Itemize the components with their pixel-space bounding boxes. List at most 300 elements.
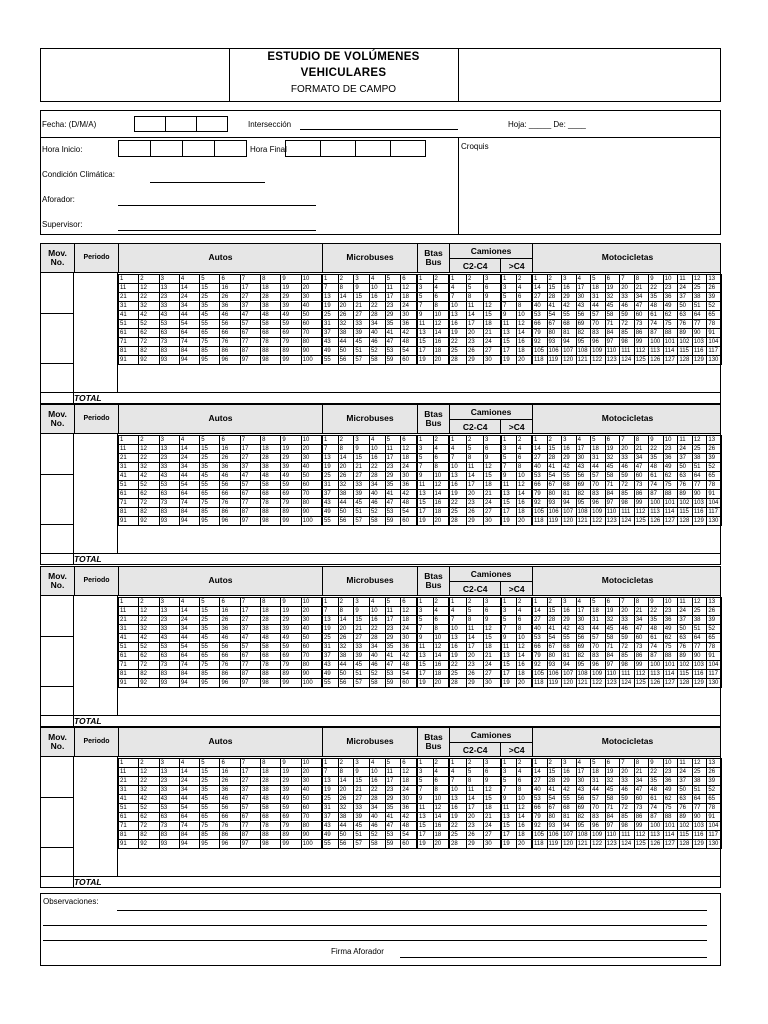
- tally-cell[interactable]: 115: [678, 831, 693, 840]
- tally-cell[interactable]: 76: [678, 804, 693, 813]
- tally-cell[interactable]: 27: [484, 347, 501, 356]
- tally-cell[interactable]: 45: [354, 822, 370, 831]
- tally-cell[interactable]: 47: [385, 338, 401, 347]
- tally-cell[interactable]: 9: [649, 436, 664, 445]
- tally-cell[interactable]: 7: [502, 463, 517, 472]
- tally-cell[interactable]: 54: [401, 670, 417, 679]
- tally-cell[interactable]: 6: [220, 598, 240, 607]
- tally-cell[interactable]: 102: [678, 338, 693, 347]
- tally-cell[interactable]: 57: [591, 472, 606, 481]
- tally-cell[interactable]: 9: [502, 795, 517, 804]
- tally-cell[interactable]: 118: [533, 517, 548, 526]
- croquis-area[interactable]: [459, 138, 720, 234]
- tally-cell[interactable]: 80: [547, 652, 562, 661]
- tally-cell[interactable]: 17: [576, 284, 591, 293]
- tally-cell[interactable]: 97: [240, 356, 260, 365]
- tally-cell[interactable]: 54: [179, 643, 199, 652]
- tally-cell[interactable]: 1: [418, 759, 434, 768]
- tally-cell[interactable]: 112: [634, 347, 649, 356]
- tally-cell[interactable]: 8: [433, 625, 449, 634]
- tally-cell[interactable]: 41: [547, 302, 562, 311]
- tally-cell[interactable]: 90: [301, 670, 321, 679]
- tally-cell[interactable]: 27: [354, 472, 370, 481]
- tally-cell[interactable]: 70: [591, 481, 606, 490]
- tally-cell[interactable]: 10: [433, 634, 449, 643]
- tally-cell[interactable]: 16: [369, 777, 385, 786]
- tally-cell[interactable]: 24: [401, 302, 417, 311]
- tally-cell[interactable]: 18: [401, 454, 417, 463]
- tally-cell[interactable]: 50: [678, 463, 693, 472]
- tally-cell[interactable]: 11: [678, 598, 693, 607]
- tally-cell[interactable]: 67: [547, 481, 562, 490]
- tally-cell[interactable]: 50: [301, 795, 321, 804]
- tally-cell[interactable]: 15: [200, 445, 220, 454]
- tally-cell[interactable]: 37: [678, 616, 693, 625]
- tally-cell[interactable]: 18: [433, 670, 449, 679]
- tally-cell[interactable]: 11: [678, 759, 693, 768]
- tally-cell[interactable]: 22: [450, 499, 467, 508]
- tally-cell[interactable]: 58: [605, 795, 620, 804]
- tally-cell[interactable]: 2: [517, 759, 532, 768]
- tally-cell[interactable]: 11: [467, 302, 484, 311]
- tally-cell[interactable]: 102: [678, 661, 693, 670]
- tally-cell[interactable]: 55: [323, 840, 339, 849]
- tally-cell[interactable]: 64: [179, 652, 199, 661]
- tally-cell[interactable]: 104: [707, 499, 722, 508]
- tally-cell[interactable]: 56: [220, 320, 240, 329]
- tally-cell[interactable]: 94: [562, 661, 577, 670]
- tally-cell[interactable]: 116: [692, 670, 707, 679]
- tally-cell[interactable]: 56: [338, 679, 354, 688]
- tally-cell[interactable]: 18: [401, 616, 417, 625]
- tally-cell[interactable]: 18: [484, 320, 501, 329]
- tally-cell[interactable]: 85: [200, 670, 220, 679]
- tally-cell[interactable]: 19: [605, 445, 620, 454]
- tally-cell[interactable]: 102: [678, 822, 693, 831]
- tally-cell[interactable]: 120: [562, 679, 577, 688]
- tally-cell[interactable]: 53: [533, 311, 548, 320]
- tally-cell[interactable]: 2: [467, 759, 484, 768]
- tally-cell[interactable]: 16: [433, 661, 449, 670]
- tally-cell[interactable]: 1: [502, 759, 517, 768]
- tally-cell[interactable]: 13: [159, 284, 179, 293]
- tally-cell[interactable]: 19: [605, 607, 620, 616]
- tally-cell[interactable]: 34: [369, 804, 385, 813]
- tally-cell[interactable]: 41: [119, 472, 139, 481]
- tally-cell[interactable]: 68: [562, 804, 577, 813]
- tally-cell[interactable]: 7: [450, 293, 467, 302]
- tally-cell[interactable]: 39: [707, 777, 722, 786]
- tally-cell[interactable]: 59: [385, 356, 401, 365]
- tally-cell[interactable]: 6: [605, 436, 620, 445]
- tally-cell[interactable]: 64: [692, 795, 707, 804]
- tally-cell[interactable]: 29: [281, 777, 301, 786]
- tally-cell[interactable]: 54: [401, 831, 417, 840]
- tally-cell[interactable]: 19: [281, 284, 301, 293]
- tally-cell[interactable]: 8: [467, 777, 484, 786]
- tally-grid-autos[interactable]: [118, 274, 322, 365]
- tally-cell[interactable]: 13: [418, 329, 434, 338]
- tally-cell[interactable]: 8: [517, 302, 532, 311]
- tally-cell[interactable]: 51: [119, 481, 139, 490]
- tally-cell[interactable]: 85: [620, 813, 635, 822]
- tally-cell[interactable]: 4: [576, 759, 591, 768]
- tally-cell[interactable]: 11: [678, 436, 693, 445]
- tally-cell[interactable]: 16: [450, 643, 467, 652]
- tally-cell[interactable]: 5: [502, 777, 517, 786]
- tally-cell[interactable]: 18: [591, 445, 606, 454]
- tally-cell[interactable]: 89: [281, 831, 301, 840]
- tally-cell[interactable]: 33: [159, 625, 179, 634]
- tally-cell[interactable]: 34: [179, 625, 199, 634]
- tally-cell[interactable]: 18: [401, 777, 417, 786]
- tally-cell[interactable]: 5: [200, 436, 220, 445]
- tally-cell[interactable]: 83: [159, 670, 179, 679]
- tally-cell[interactable]: 38: [338, 652, 354, 661]
- tally-cell[interactable]: 26: [707, 768, 722, 777]
- tally-cell[interactable]: 24: [401, 625, 417, 634]
- tally-cell[interactable]: 21: [484, 490, 501, 499]
- tally-cell[interactable]: 10: [517, 472, 532, 481]
- tally-cell[interactable]: 96: [220, 356, 240, 365]
- tally-cell[interactable]: 87: [240, 831, 260, 840]
- tally-cell[interactable]: 106: [547, 670, 562, 679]
- tally-cell[interactable]: 10: [517, 795, 532, 804]
- tally-grid-motos[interactable]: [532, 597, 722, 688]
- tally-cell[interactable]: 34: [369, 643, 385, 652]
- tally-cell[interactable]: 72: [139, 499, 159, 508]
- tally-cell[interactable]: 8: [634, 598, 649, 607]
- tally-cell[interactable]: 39: [707, 293, 722, 302]
- tally-cell[interactable]: 17: [576, 768, 591, 777]
- tally-cell[interactable]: 73: [159, 499, 179, 508]
- tally-cell[interactable]: 92: [139, 517, 159, 526]
- tally-cell[interactable]: 72: [620, 320, 635, 329]
- tally-cell[interactable]: 34: [179, 786, 199, 795]
- tally-cell[interactable]: 30: [401, 634, 417, 643]
- tally-cell[interactable]: 2: [139, 598, 159, 607]
- tally-cell[interactable]: 25: [450, 831, 467, 840]
- tally-cell[interactable]: 20: [467, 652, 484, 661]
- tally-cell[interactable]: 26: [707, 284, 722, 293]
- tally-cell[interactable]: 30: [484, 356, 501, 365]
- tally-cell[interactable]: 10: [369, 284, 385, 293]
- tally-cell[interactable]: 37: [240, 302, 260, 311]
- tally-cell[interactable]: 17: [385, 454, 401, 463]
- tally-cell[interactable]: 87: [240, 508, 260, 517]
- tally-cell[interactable]: 7: [620, 598, 635, 607]
- tally-grid-c2c4[interactable]: [449, 274, 501, 365]
- tally-grid-gtc4[interactable]: [501, 435, 532, 526]
- tally-grid-btas[interactable]: [417, 597, 449, 688]
- tally-cell[interactable]: 44: [591, 463, 606, 472]
- tally-cell[interactable]: 120: [562, 840, 577, 849]
- tally-cell[interactable]: 93: [547, 338, 562, 347]
- total-row[interactable]: [41, 876, 720, 887]
- tally-cell[interactable]: 42: [401, 490, 417, 499]
- tally-cell[interactable]: 10: [369, 768, 385, 777]
- tally-cell[interactable]: 17: [240, 607, 260, 616]
- tally-cell[interactable]: 28: [450, 517, 467, 526]
- tally-cell[interactable]: 26: [467, 670, 484, 679]
- tally-cell[interactable]: 56: [576, 472, 591, 481]
- tally-cell[interactable]: 67: [240, 329, 260, 338]
- tally-cell[interactable]: 55: [562, 472, 577, 481]
- tally-cell[interactable]: 36: [401, 804, 417, 813]
- tally-cell[interactable]: 52: [369, 347, 385, 356]
- tally-cell[interactable]: 94: [179, 840, 199, 849]
- tally-cell[interactable]: 105: [533, 670, 548, 679]
- tally-cell[interactable]: 39: [281, 786, 301, 795]
- tally-cell[interactable]: 35: [649, 454, 664, 463]
- tally-cell[interactable]: 44: [591, 625, 606, 634]
- tally-cell[interactable]: 51: [119, 804, 139, 813]
- tally-cell[interactable]: 94: [179, 679, 199, 688]
- tally-cell[interactable]: 66: [220, 490, 240, 499]
- tally-cell[interactable]: 122: [591, 679, 606, 688]
- tally-cell[interactable]: 38: [261, 463, 281, 472]
- tally-cell[interactable]: 28: [547, 293, 562, 302]
- tally-cell[interactable]: 7: [620, 759, 635, 768]
- tally-cell[interactable]: 14: [338, 616, 354, 625]
- tally-cell[interactable]: 76: [220, 338, 240, 347]
- tally-cell[interactable]: 5: [385, 598, 401, 607]
- tally-cell[interactable]: 107: [562, 347, 577, 356]
- tally-cell[interactable]: 95: [576, 661, 591, 670]
- tally-cell[interactable]: 62: [663, 795, 678, 804]
- tally-cell[interactable]: 92: [533, 661, 548, 670]
- tally-cell[interactable]: 15: [547, 284, 562, 293]
- tally-cell[interactable]: 50: [678, 786, 693, 795]
- tally-cell[interactable]: 98: [620, 661, 635, 670]
- tally-cell[interactable]: 89: [678, 652, 693, 661]
- tally-cell[interactable]: 33: [159, 302, 179, 311]
- tally-cell[interactable]: 120: [562, 517, 577, 526]
- tally-cell[interactable]: 23: [159, 777, 179, 786]
- tally-cell[interactable]: 96: [591, 822, 606, 831]
- tally-cell[interactable]: 5: [385, 436, 401, 445]
- tally-cell[interactable]: 15: [418, 338, 434, 347]
- tally-cell[interactable]: 34: [634, 777, 649, 786]
- tally-cell[interactable]: 93: [547, 822, 562, 831]
- tally-cell[interactable]: 12: [517, 804, 532, 813]
- tally-cell[interactable]: 8: [634, 275, 649, 284]
- tally-cell[interactable]: 54: [401, 347, 417, 356]
- tally-cell[interactable]: 31: [323, 804, 339, 813]
- tally-cell[interactable]: 70: [301, 652, 321, 661]
- tally-cell[interactable]: 3: [562, 436, 577, 445]
- tally-cell[interactable]: 11: [119, 607, 139, 616]
- tally-cell[interactable]: 46: [369, 338, 385, 347]
- tally-cell[interactable]: 127: [663, 679, 678, 688]
- tally-cell[interactable]: 19: [605, 768, 620, 777]
- tally-cell[interactable]: 34: [369, 481, 385, 490]
- tally-cell[interactable]: 62: [663, 311, 678, 320]
- tally-cell[interactable]: 27: [484, 831, 501, 840]
- tally-cell[interactable]: 11: [502, 481, 517, 490]
- tally-cell[interactable]: 79: [533, 813, 548, 822]
- tally-cell[interactable]: 70: [591, 804, 606, 813]
- tally-cell[interactable]: 55: [323, 356, 339, 365]
- tally-cell[interactable]: 75: [663, 643, 678, 652]
- tally-cell[interactable]: 11: [119, 284, 139, 293]
- tally-cell[interactable]: 33: [620, 777, 635, 786]
- tally-cell[interactable]: 5: [502, 616, 517, 625]
- tally-cell[interactable]: 40: [301, 786, 321, 795]
- tally-cell[interactable]: 1: [502, 436, 517, 445]
- tally-cell[interactable]: 12: [433, 643, 449, 652]
- tally-cell[interactable]: 30: [401, 311, 417, 320]
- tally-cell[interactable]: 1: [418, 598, 434, 607]
- tally-cell[interactable]: 27: [533, 616, 548, 625]
- tally-cell[interactable]: 13: [707, 275, 722, 284]
- tally-cell[interactable]: 42: [139, 472, 159, 481]
- tally-cell[interactable]: 8: [338, 607, 354, 616]
- tally-cell[interactable]: 129: [692, 517, 707, 526]
- tally-cell[interactable]: 9: [484, 293, 501, 302]
- tally-cell[interactable]: 27: [533, 777, 548, 786]
- tally-cell[interactable]: 89: [281, 670, 301, 679]
- tally-cell[interactable]: 12: [401, 284, 417, 293]
- tally-cell[interactable]: 32: [139, 625, 159, 634]
- tally-cell[interactable]: 59: [385, 679, 401, 688]
- tally-cell[interactable]: 48: [401, 822, 417, 831]
- tally-cell[interactable]: 27: [240, 777, 260, 786]
- tally-cell[interactable]: 29: [385, 634, 401, 643]
- tally-cell[interactable]: 35: [649, 777, 664, 786]
- tally-cell[interactable]: 14: [433, 490, 449, 499]
- tally-cell[interactable]: 50: [338, 508, 354, 517]
- tally-cell[interactable]: 17: [385, 616, 401, 625]
- tally-cell[interactable]: 73: [159, 338, 179, 347]
- tally-cell[interactable]: 42: [139, 795, 159, 804]
- tally-cell[interactable]: 75: [200, 499, 220, 508]
- tally-cell[interactable]: 98: [261, 679, 281, 688]
- tally-cell[interactable]: 6: [433, 777, 449, 786]
- tally-cell[interactable]: 5: [591, 598, 606, 607]
- tally-cell[interactable]: 76: [678, 643, 693, 652]
- tally-cell[interactable]: 65: [200, 652, 220, 661]
- tally-cell[interactable]: 107: [562, 670, 577, 679]
- tally-cell[interactable]: 16: [220, 607, 240, 616]
- tally-cell[interactable]: 60: [634, 472, 649, 481]
- tally-cell[interactable]: 41: [547, 786, 562, 795]
- tally-cell[interactable]: 11: [502, 643, 517, 652]
- tally-cell[interactable]: 60: [401, 679, 417, 688]
- condicion-field[interactable]: [150, 182, 265, 183]
- tally-cell[interactable]: 21: [354, 302, 370, 311]
- tally-cell[interactable]: 106: [547, 508, 562, 517]
- tally-cell[interactable]: 100: [301, 356, 321, 365]
- tally-cell[interactable]: 13: [418, 813, 434, 822]
- tally-cell[interactable]: 7: [502, 625, 517, 634]
- tally-cell[interactable]: 2: [547, 436, 562, 445]
- tally-cell[interactable]: 14: [467, 795, 484, 804]
- tally-cell[interactable]: 11: [502, 804, 517, 813]
- tally-cell[interactable]: 14: [517, 490, 532, 499]
- tally-cell[interactable]: 71: [119, 822, 139, 831]
- tally-cell[interactable]: 6: [220, 275, 240, 284]
- tally-cell[interactable]: 77: [692, 643, 707, 652]
- tally-cell[interactable]: 66: [220, 813, 240, 822]
- tally-cell[interactable]: 16: [220, 284, 240, 293]
- tally-cell[interactable]: 20: [338, 302, 354, 311]
- tally-cell[interactable]: 59: [281, 320, 301, 329]
- firma-line[interactable]: [400, 957, 707, 958]
- hora-inicio-field[interactable]: [118, 140, 246, 157]
- tally-cell[interactable]: 12: [484, 786, 501, 795]
- tally-cell[interactable]: 5: [591, 759, 606, 768]
- tally-cell[interactable]: 29: [562, 777, 577, 786]
- tally-cell[interactable]: 52: [139, 320, 159, 329]
- tally-cell[interactable]: 76: [220, 499, 240, 508]
- tally-cell[interactable]: 32: [338, 643, 354, 652]
- tally-cell[interactable]: 9: [354, 284, 370, 293]
- tally-cell[interactable]: 6: [484, 768, 501, 777]
- tally-cell[interactable]: 109: [591, 347, 606, 356]
- tally-cell[interactable]: 95: [576, 338, 591, 347]
- tally-cell[interactable]: 91: [707, 329, 722, 338]
- tally-cell[interactable]: 65: [200, 329, 220, 338]
- tally-cell[interactable]: 71: [119, 338, 139, 347]
- tally-cell[interactable]: 59: [385, 840, 401, 849]
- tally-cell[interactable]: 11: [467, 786, 484, 795]
- tally-cell[interactable]: 14: [467, 472, 484, 481]
- tally-cell[interactable]: 51: [692, 302, 707, 311]
- tally-cell[interactable]: 87: [649, 813, 664, 822]
- tally-cell[interactable]: 79: [281, 338, 301, 347]
- tally-cell[interactable]: 25: [323, 634, 339, 643]
- tally-cell[interactable]: 5: [502, 293, 517, 302]
- tally-cell[interactable]: 123: [605, 517, 620, 526]
- tally-cell[interactable]: 52: [369, 831, 385, 840]
- tally-cell[interactable]: 21: [634, 445, 649, 454]
- tally-cell[interactable]: 20: [467, 490, 484, 499]
- tally-cell[interactable]: 29: [467, 356, 484, 365]
- tally-cell[interactable]: 5: [385, 275, 401, 284]
- tally-cell[interactable]: 12: [484, 625, 501, 634]
- tally-cell[interactable]: 52: [139, 804, 159, 813]
- tally-cell[interactable]: 10: [450, 625, 467, 634]
- tally-cell[interactable]: 3: [562, 275, 577, 284]
- tally-cell[interactable]: 9: [484, 454, 501, 463]
- tally-cell[interactable]: 37: [323, 652, 339, 661]
- tally-cell[interactable]: 26: [338, 795, 354, 804]
- tally-cell[interactable]: 108: [576, 508, 591, 517]
- tally-cell[interactable]: 8: [467, 454, 484, 463]
- tally-cell[interactable]: 60: [301, 481, 321, 490]
- tally-cell[interactable]: 71: [119, 661, 139, 670]
- tally-cell[interactable]: 61: [119, 813, 139, 822]
- tally-cell[interactable]: 49: [663, 786, 678, 795]
- tally-cell[interactable]: 9: [418, 472, 434, 481]
- tally-cell[interactable]: 100: [301, 840, 321, 849]
- tally-cell[interactable]: 60: [301, 320, 321, 329]
- tally-cell[interactable]: 16: [220, 768, 240, 777]
- tally-cell[interactable]: 98: [261, 840, 281, 849]
- tally-cell[interactable]: 36: [663, 616, 678, 625]
- tally-cell[interactable]: 35: [200, 463, 220, 472]
- tally-cell[interactable]: 62: [139, 490, 159, 499]
- tally-cell[interactable]: 122: [591, 356, 606, 365]
- tally-cell[interactable]: 18: [517, 508, 532, 517]
- tally-cell[interactable]: 20: [517, 517, 532, 526]
- tally-cell[interactable]: 21: [119, 293, 139, 302]
- tally-cell[interactable]: 8: [433, 463, 449, 472]
- tally-cell[interactable]: 64: [179, 813, 199, 822]
- tally-cell[interactable]: 13: [502, 490, 517, 499]
- tally-cell[interactable]: 13: [707, 759, 722, 768]
